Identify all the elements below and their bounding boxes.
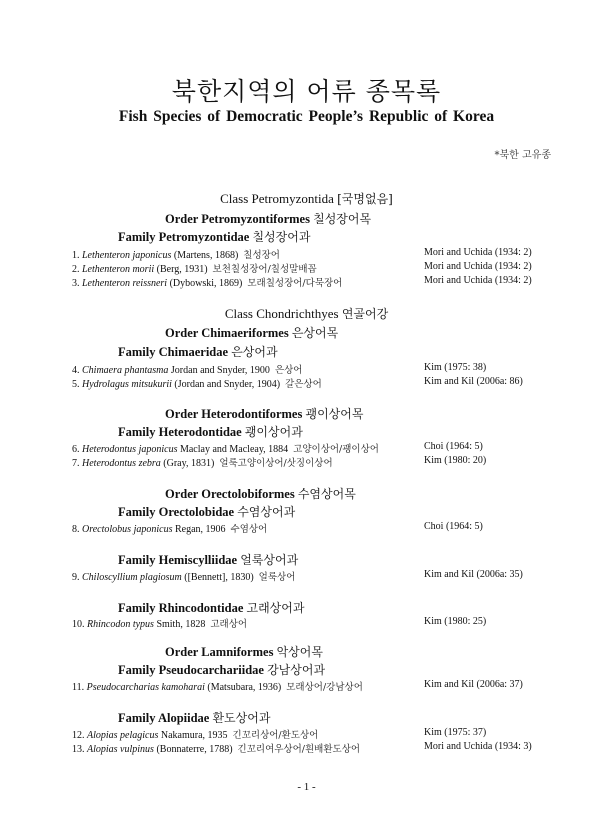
species-row: 11. Pseudocarcharias kamoharai (Matsubara, 1936) 모래상어/강남상어 Kim and Kil (2006a: 37): [72, 679, 523, 693]
class-heading: Class Chondrichthyes 연골어강: [224, 306, 389, 321]
family-heading: Family Petromyzontidae 칠성장어과: [118, 230, 311, 244]
order-heading: Order Chimaeriformes 은상어목: [165, 326, 339, 340]
species-row: 12. Alopias pelagicus Nakamura, 1935 긴꼬리상어/환도상어 Kim (1975: 37): [72, 727, 487, 741]
species-reference: Kim and Kil (2006a: 37): [424, 679, 523, 690]
family-heading: Family Heterodontidae 괭이상어과: [118, 425, 303, 439]
species-reference: Kim (1980: 20): [424, 455, 487, 466]
species-reference: Choi (1964: 5): [424, 441, 483, 452]
species-row: 10. Rhincodon typus Smith, 1828 고래상어 Kim (1980: 25): [72, 616, 487, 630]
species-row: 7. Heterodontus zebra (Gray, 1831) 얼룩고양이상어/삿징이상어 Kim (1980: 20): [72, 455, 487, 469]
species-reference: Mori and Uchida (1934: 3): [424, 741, 532, 752]
species-reference: Mori and Uchida (1934: 2): [424, 275, 532, 286]
species-reference: Kim (1980: 25): [424, 616, 487, 627]
species-reference: Mori and Uchida (1934: 2): [424, 261, 532, 272]
family-heading: Family Pseudocarchariidae 강남상어과: [118, 663, 326, 677]
page-title-english: Fish Species of Democratic People’s Republic of Korea: [118, 108, 495, 125]
species-reference: Choi (1964: 5): [424, 521, 483, 532]
family-heading: Family Chimaeridae 은상어과: [118, 345, 278, 359]
species-reference: Kim and Kil (2006a: 86): [424, 376, 523, 387]
order-heading: Order Orectolobiformes 수염상어목: [165, 487, 356, 501]
family-heading: Family Orectolobidae 수염상어과: [118, 505, 296, 519]
species-reference: Kim (1975: 37): [424, 727, 487, 738]
endemic-note: *북한 고유종: [494, 150, 551, 161]
order-heading: Order Lamniformes 악상어목: [165, 645, 323, 659]
page-number: - 1 -: [297, 781, 316, 793]
species-row: 4. Chimaera phantasma Jordan and Snyder, 1900 은상어 Kim (1975: 38): [72, 362, 487, 376]
species-reference: Mori and Uchida (1934: 2): [424, 247, 532, 258]
order-heading: Order Heterodontiformes 괭이상어목: [165, 407, 364, 421]
family-heading: Family Alopiidae 환도상어과: [118, 711, 271, 725]
family-heading: Family Rhincodontidae 고래상어과: [118, 601, 305, 615]
order-heading: Order Petromyzontiformes 칠성장어목: [165, 212, 372, 226]
species-row: 2. Lethenteron morii (Berg, 1931) 보천칠성장어/칠성말배꼽 Mori and Uchida (1934: 2): [72, 261, 532, 275]
species-row: 9. Chiloscyllium plagiosum ([Bennett], 1830) 얼룩상어 Kim and Kil (2006a: 35): [72, 569, 523, 583]
species-row: 3. Lethenteron reissneri (Dybowski, 1869) 모래칠성장어/다묵장어 Mori and Uchida (1934: 2): [72, 275, 532, 289]
species-row: 5. Hydrolagus mitsukurii (Jordan and Snyder, 1904) 갈은상어 Kim and Kil (2006a: 86): [72, 376, 523, 390]
species-row: 13. Alopias vulpinus (Bonnaterre, 1788) 긴꼬리여우상어/흰배환도상어 Mori and Uchida (1934: 3): [72, 741, 532, 755]
species-row: 1. Lethenteron japonicus (Martens, 1868) 칠성장어 Mori and Uchida (1934: 2): [72, 247, 532, 261]
species-row: 6. Heterodontus japonicus Maclay and Macleay, 1884 고양이상어/괭이상어 Choi (1964: 5): [72, 441, 483, 455]
page-title-korean: 북한지역의 어류 종목록: [171, 77, 442, 106]
class-heading: Class Petromyzontida [국명없음]: [220, 191, 393, 206]
family-heading: Family Hemiscylliidae 얼룩상어과: [118, 553, 299, 567]
species-reference: Kim (1975: 38): [424, 362, 487, 373]
species-reference: Kim and Kil (2006a: 35): [424, 569, 523, 580]
species-row: 8. Orectolobus japonicus Regan, 1906 수염상어 Choi (1964: 5): [72, 521, 483, 535]
